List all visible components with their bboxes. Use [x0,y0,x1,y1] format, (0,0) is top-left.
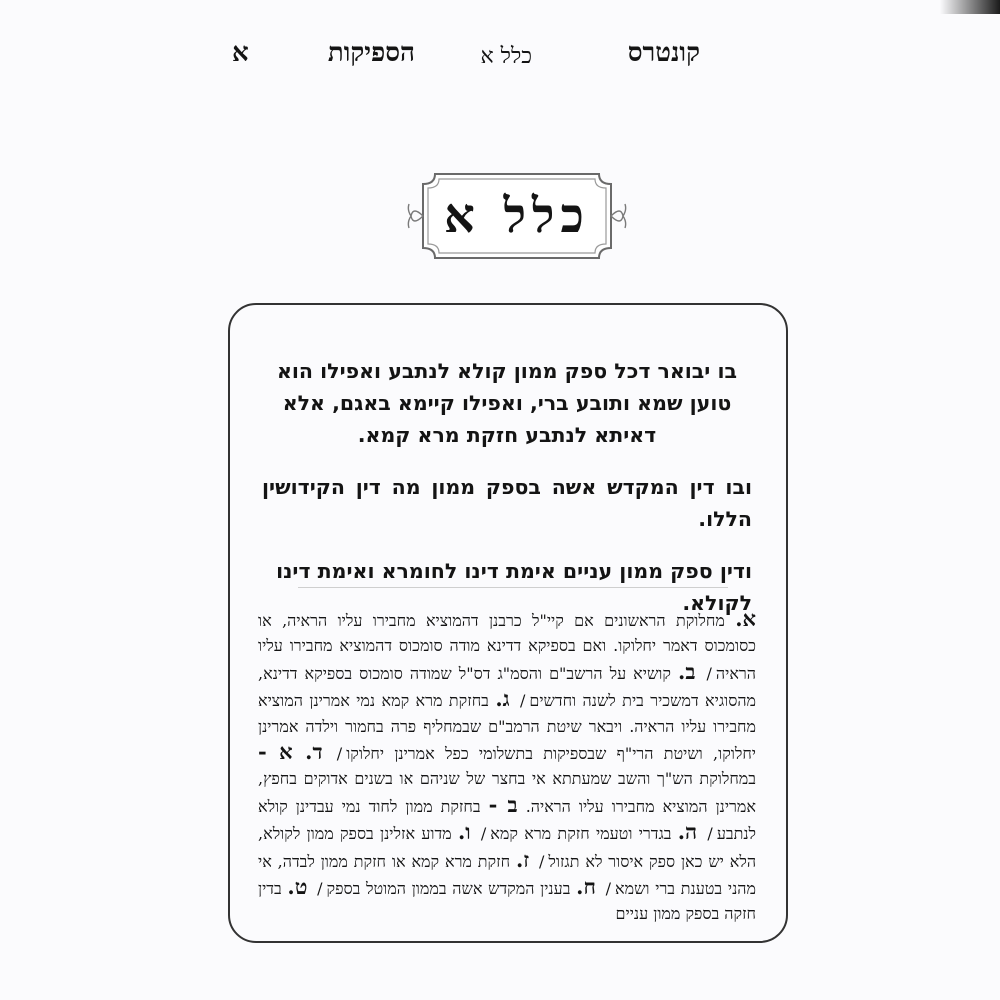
table-of-contents: א. מחלוקת הראשונים אם קיי"ל כרבנן דהמוציא מחבירו עליו הראיה, או כסומכוס דאמר יחלוקו. ואם בספיקא דדינא מודה סומכוס דהמוציא מחבירו עליו הראיה/ ב. קושיא על הרשב"ם והסמ"ג דס"ל שמודה סומכוס בספיקא דדינא, מהסוגיא דמשכיר בית לשנה וחדשים/ ג. בחזקת מרא קמא נמי אמרינן המוציא מחבירו עליו הראיה. ויבאר שיטת הרמב"ם שבמחליף פרה בחמור וילדה אמרינן יחלוקו, ושיטת הרי"ף שבספיקות בתשלומי כפל אמרינן יחלוקו/ ד. א - במחלוקת הש"ך והשב שמעתתא אי בחצר של שניהם או בשנים אדוקים בחפץ, אמרינן המוציא מחבירו עליו הראיה. ב - בחזקת ממון לחוד נמי עבדינן קולא לנתבע/ ה. בגדרי וטעמי חזקת מרא קמא/ ו. מדוע אזלינן בספק ממון לקולא, הלא יש כאן ספק איסור לא תגזול/ ז. חזקת מרא קמא או חזקת ממון לבדה, אי מהני בטענת ברי ושמא/ ח. בענין המקדש אשה בממון המוטל בספק/ ט. בדין חזקה בספק ממון עניים [258,606,757,924]
header-section: כלל א [480,44,532,69]
summary-paragraph: ודין ספק ממון עניים אימת דינו לחומרא ואימת דינו לקולא. [276,559,752,615]
contents-item: ד. א - במחלוקת הש"ך והשב שמעתתא אי בחצר של שניהם או בשנים אדוקים בחפץ, אמרינן המוציא מחבירו עליו הראיה. [258,739,756,816]
contents-item: ח. בענין המקדש אשה בממון המוטל בספק [326,874,596,900]
contents-item: ב. קושיא על הרשב"ם והסמ"ג דס"ל שמודה סומכוס בספיקא דדינא, מהסוגיא דמשכיר בית לשנה וחדשים [258,658,757,711]
contents-item: ו. מדוע אזלינן בספק ממון לקולא, הלא יש כאן ספק איסור לא תגזול [258,819,757,871]
contents-item: ב - בחזקת ממון לחוד נמי עבדינן קולא לנתבע [258,791,757,844]
header-book-title: הספיקות [327,38,415,68]
chapter-title-frame [407,168,627,264]
header-page-number: א [232,38,249,68]
contents-item: ה. בגדרי וטעמי חזקת מרא קמא [490,819,698,845]
contents-item: ז. חזקת מרא קמא או חזקת ממון לבדה, אי מהני בטענת ברי ושמא [258,846,756,899]
summary-text [262,355,752,639]
contents-item: א. מחלוקת הראשונים אם קיי"ל כרבנן דהמוציא מחבירו עליו הראיה, או כסומכוס דאמר יחלוקו. ואם בספיקא דדינא מודה סומכוס דהמוציא מחבירו עליו הראיה [258,606,756,683]
contents-item: ג. בחזקת מרא קמא נמי אמרינן המוציא מחבירו עליו הראיה. ויבאר שיטת הרמב"ם שבמחליף פרה בחמור וילדה אמרינן יחלוקו, ושיטת הרי"ף שבספיקות בתשלומי כפל אמרינן יחלוקו [258,686,756,764]
summary-paragraph: בו יבואר דכל ספק ממון קולא לנתבע ואפילו הוא טוען שמא ותובע ברי, ואפילו קיימא באגם, אלא דאיתא לנתבע חזקת מרא קמא. [276,359,738,447]
summary-paragraph: ובו דין המקדש אשה בספק ממון מה דין הקידושין הללו. [262,475,752,531]
header-series: קונטרס [627,38,700,68]
divider [298,587,728,588]
page-corner-shadow [940,0,1000,14]
contents-item: ט. בדין חזקה בספק ממון עניים [258,874,756,924]
chapter-title: כלל א [444,188,590,244]
